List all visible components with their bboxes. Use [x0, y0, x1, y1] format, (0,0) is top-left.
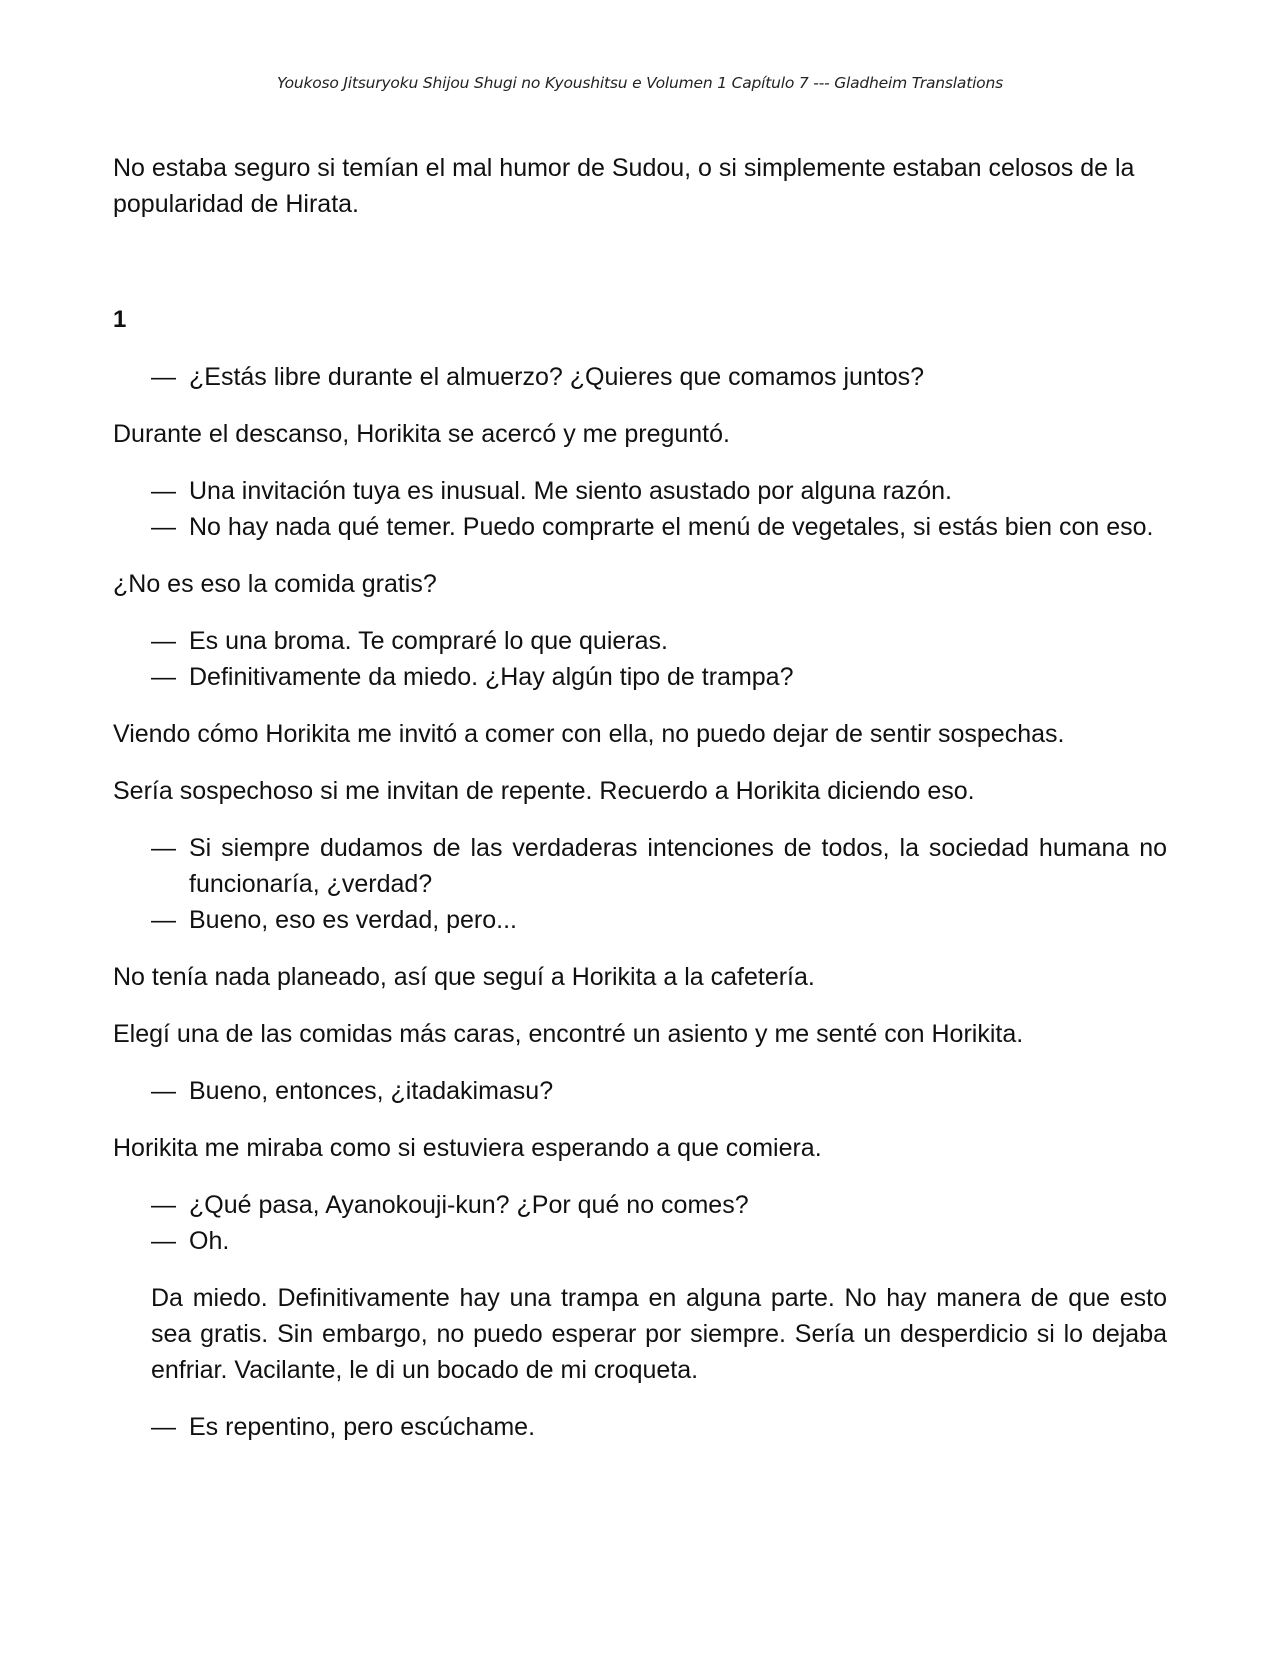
narration-paragraph: No tenía nada planeado, así que seguí a Horikita a la cafetería. — [113, 963, 815, 991]
dialogue-text: No hay nada qué temer. Puedo comprarte el menú de vegetales, si estás bien con eso. — [189, 513, 1154, 541]
dialogue-line — [113, 359, 1167, 395]
dialogue-line — [113, 830, 1167, 902]
narration-paragraph: Viendo cómo Horikita me invitó a comer con ella, no puedo dejar de sentir sospechas. — [113, 720, 1065, 748]
dialogue-text: Una invitación tuya es inusual. Me siento asustado por alguna razón. — [189, 477, 952, 505]
dialogue-line — [113, 509, 1167, 545]
dialogue-group — [113, 623, 1167, 695]
dialogue-line — [113, 1409, 1167, 1445]
dialogue-group — [113, 1073, 1167, 1109]
em-dash: — — [151, 1191, 176, 1219]
dialogue-group — [113, 1409, 1167, 1445]
em-dash: — — [151, 1077, 176, 1105]
em-dash: — — [151, 834, 176, 862]
em-dash: — — [151, 627, 176, 655]
em-dash: — — [151, 513, 176, 541]
dialogue-text: Bueno, eso es verdad, pero... — [189, 906, 517, 934]
dialogue-line — [113, 473, 1167, 509]
em-dash: — — [151, 906, 176, 934]
dialogue-group — [113, 1187, 1167, 1259]
intro-paragraph: No estaba seguro si temían el mal humor de Sudou, o si simplemente estaban celosos de la popularidad de Hirata. — [113, 154, 1135, 218]
page-content — [113, 150, 1167, 1466]
narration-paragraph: Elegí una de las comidas más caras, encontré un asiento y me senté con Horikita. — [113, 1020, 1024, 1048]
dialogue-line — [113, 1073, 1167, 1109]
dialogue-line — [113, 1223, 1167, 1259]
running-header: Youkoso Jitsuryoku Shijou Shugi no Kyoushitsu e Volumen 1 Capítulo 7 --- Gladheim Translations — [277, 74, 1003, 92]
dialogue-text: Si siempre dudamos de las verdaderas intenciones de todos, la sociedad humana no funcionaría, ¿verdad? — [189, 834, 1167, 898]
narration-paragraph: ¿No es eso la comida gratis? — [113, 570, 437, 598]
narration-paragraph: Durante el descanso, Horikita se acercó y me preguntó. — [113, 420, 730, 448]
em-dash: — — [151, 663, 176, 691]
narration-paragraph: Horikita me miraba como si estuviera esperando a que comiera. — [113, 1134, 822, 1162]
dialogue-text: Definitivamente da miedo. ¿Hay algún tipo de trampa? — [189, 663, 794, 691]
dialogue-group — [113, 359, 1167, 395]
section-number: 1 — [113, 306, 127, 333]
dialogue-text: Es repentino, pero escúchame. — [189, 1413, 536, 1441]
dialogue-text: ¿Qué pasa, Ayanokouji-kun? ¿Por qué no comes? — [189, 1191, 749, 1219]
dialogue-text: Bueno, entonces, ¿itadakimasu? — [189, 1077, 554, 1105]
em-dash: — — [151, 1227, 176, 1255]
em-dash: — — [151, 363, 176, 391]
narration-paragraph: Sería sospechoso si me invitan de repente. Recuerdo a Horikita diciendo eso. — [113, 777, 975, 805]
dialogue-group — [113, 830, 1167, 938]
dialogue-text: Oh. — [189, 1227, 230, 1255]
em-dash: — — [151, 1413, 176, 1441]
dialogue-text: Es una broma. Te compraré lo que quieras. — [189, 627, 668, 655]
em-dash: — — [151, 477, 176, 505]
dialogue-line — [113, 623, 1167, 659]
indented-paragraph: Da miedo. Definitivamente hay una trampa en alguna parte. No hay manera de que esto sea gratis. Sin embargo, no puedo esperar por siempre. Sería un desperdicio si lo dejaba enfriar. Vacilante, le di un bocado de mi croqueta. — [151, 1284, 1167, 1384]
dialogue-group — [113, 473, 1167, 545]
dialogue-line — [113, 659, 1167, 695]
dialogue-line — [113, 902, 1167, 938]
dialogue-line — [113, 1187, 1167, 1223]
dialogue-text: ¿Estás libre durante el almuerzo? ¿Quieres que comamos juntos? — [189, 363, 925, 391]
